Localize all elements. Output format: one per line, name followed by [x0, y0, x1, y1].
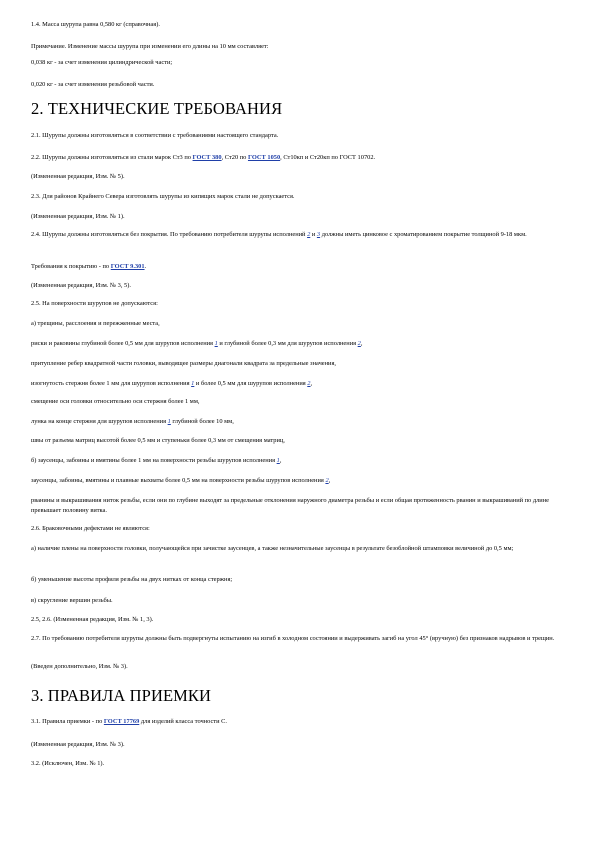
standard-link[interactable]: ГОСТ 17769	[103, 718, 140, 725]
text-run: ,	[310, 380, 313, 387]
text-run: должны иметь цинковое с хроматированием покрытие толщиной 9-18 мкм.	[320, 231, 527, 238]
text-run: Примечание. Изменение массы шурупа при изменении его длины на 10 мм составляет:	[31, 43, 269, 50]
text-run: (Измененная редакция, Изм. № 1).	[31, 213, 125, 220]
paragraph	[31, 615, 571, 625]
paragraph	[31, 172, 571, 182]
paragraph	[31, 58, 571, 68]
paragraph	[31, 281, 571, 291]
text-run: притупление ребер квадратной части головки, выводящее размеры диагонали квадрата за предельные значения,	[31, 360, 337, 367]
paragraph	[31, 524, 571, 534]
paragraph	[31, 262, 571, 272]
text-run: ,	[360, 340, 363, 347]
variant-link[interactable]: 1	[276, 457, 280, 464]
paragraph	[31, 544, 571, 554]
text-run: 0,020 кг - за счет изменения резьбовой части.	[31, 81, 155, 88]
paragraph	[31, 662, 571, 672]
paragraph	[31, 759, 571, 769]
text-run: для изделий класса точности С.	[139, 718, 227, 725]
paragraph	[31, 230, 571, 240]
text-run: б) заусенцы, забоины и вмятины более 1 мм на поверхности резьбы шурупов исполнения	[31, 457, 277, 464]
paragraph	[31, 379, 571, 389]
text-run: 3.2. (Исключен, Изм. № 1).	[31, 760, 105, 767]
text-run: (Введен дополнительно, Изм. № 3).	[31, 663, 128, 670]
paragraph	[31, 436, 571, 446]
section-heading	[31, 99, 571, 119]
text-run: 2.2. Шурупы должны изготовляться из стали марок Ст3 по	[31, 154, 193, 161]
variant-link[interactable]: 2	[307, 380, 311, 387]
text-run: , Ст20 по	[221, 154, 248, 161]
paragraph	[31, 153, 571, 163]
text-run: 2.6. Браковочными дефектами не являются:	[31, 525, 150, 532]
text-run: заусенцы, забоины, вмятины и плавные выхваты более 0,5 мм на поверхности резьбы шурупов исполнения	[31, 477, 326, 484]
paragraph	[31, 212, 571, 222]
text-run: 2.4. Шурупы должны изготовляться без покрытия. По требованию потребителя шурупы исполнений	[31, 231, 308, 238]
variant-link[interactable]: 1	[191, 380, 195, 387]
paragraph	[31, 476, 571, 486]
paragraph	[31, 717, 571, 727]
text-run: 2.7. По требованию потребителя шурупы должны быть подвергнуты испытанию на изгиб в холодном состоянии и выдерживать загиб на угол 45° (вручную) без признаков надрывов и трещин.	[31, 635, 555, 642]
paragraph	[31, 496, 571, 516]
text-run: 2. ТЕХНИЧЕСКИЕ ТРЕБОВАНИЯ	[31, 99, 283, 118]
paragraph	[31, 339, 571, 349]
standard-link[interactable]: ГОСТ 380	[192, 154, 222, 161]
paragraph	[31, 575, 571, 585]
paragraph	[31, 417, 571, 427]
text-run: и	[310, 231, 317, 238]
text-run: , Ст10кп и Ст20кп по ГОСТ 10702.	[280, 154, 376, 161]
text-run: изогнутость стержня более 1 мм для шурупов исполнения	[31, 380, 192, 387]
variant-link[interactable]: 1	[214, 340, 218, 347]
text-run: лунка на конце стержня для шурупов исполнения	[31, 418, 168, 425]
text-run: (Измененная редакция, Изм. № 3).	[31, 741, 125, 748]
text-run: (Измененная редакция, Изм. № 3, 5).	[31, 282, 131, 289]
text-run: 2.5. На поверхности шурупов не допускаются:	[31, 300, 158, 307]
text-run: риски и раковины глубиной более 0,5 мм для шурупов исполнения	[31, 340, 215, 347]
paragraph	[31, 192, 571, 202]
text-run: 1.4. Масса шурупа равна 0,580 кг (справочная).	[31, 21, 160, 28]
text-run: .	[144, 263, 147, 270]
variant-link[interactable]: 1	[167, 418, 171, 425]
text-run: 0,038 кг - за счет изменения цилиндрической части;	[31, 59, 173, 66]
text-run: 2.1. Шурупы должны изготовляться в соответствии с требованиями настоящего стандарта.	[31, 132, 279, 139]
text-run: 3.1. Правила приемки - по	[31, 718, 104, 725]
text-run: б) уменьшение высоты профиля резьбы на двух нитках от конца стержня;	[31, 576, 233, 583]
paragraph	[31, 299, 571, 309]
text-run: ,	[328, 477, 331, 484]
paragraph	[31, 634, 571, 644]
variant-link[interactable]: 2	[357, 340, 361, 347]
text-run: и глубиной более 0,3 мм для шурупов исполнения	[217, 340, 358, 347]
paragraph	[31, 42, 571, 52]
variant-link[interactable]: 2	[325, 477, 329, 484]
text-run: 3. ПРАВИЛА ПРИЕМКИ	[31, 686, 212, 705]
text-run: в) скругление вершин резьбы.	[31, 597, 113, 604]
text-run: и более 0,5 мм для шурупов исполнения	[194, 380, 308, 387]
paragraph	[31, 596, 571, 606]
text-run: 2.5, 2.6. (Измененная редакция, Изм. № 1, 3).	[31, 616, 154, 623]
text-run: Требования к покрытию - по	[31, 263, 111, 270]
text-run: а) наличие плены на поверхности головки, получающейся при зачистке заусенцев, а также незначительные заусенцы в результате безоблойной штамповки величиной до 0,5 мм;	[31, 545, 514, 552]
paragraph	[31, 319, 571, 329]
text-run: ,	[279, 457, 282, 464]
text-run: смещение оси головки относительно оси стержня более 1 мм,	[31, 398, 200, 405]
paragraph	[31, 20, 571, 30]
variant-link[interactable]: 3	[316, 231, 321, 238]
paragraph	[31, 456, 571, 466]
paragraph	[31, 359, 571, 369]
text-run: швы от разъема матриц высотой более 0,5 мм и ступеньки более 0,3 мм от смещения матриц,	[31, 437, 285, 444]
standard-link[interactable]: ГОСТ 1050	[247, 154, 281, 161]
paragraph	[31, 131, 571, 141]
paragraph	[31, 397, 571, 407]
text-run: 2.3. Для районов Крайнего Севера изготовлять шурупы из кипящих марок стали не допускается.	[31, 193, 295, 200]
variant-link[interactable]: 2	[307, 231, 311, 238]
text-run: а) трещины, расслоения и пережженные места,	[31, 320, 160, 327]
text-run: рванины и выкрашивания ниток резьбы, если они по глубине выходят за предельные отклонения наружного диаметра резьбы и если общая протяженность рванин и выкрашиваний по длине превышает половину витка.	[31, 497, 549, 514]
paragraph	[31, 80, 571, 90]
paragraph	[31, 740, 571, 750]
standard-link[interactable]: ГОСТ 9.301	[110, 263, 145, 270]
text-run: (Измененная редакция, Изм. № 5).	[31, 173, 125, 180]
text-run: глубиной более 10 мм,	[170, 418, 234, 425]
section-heading	[31, 686, 571, 706]
